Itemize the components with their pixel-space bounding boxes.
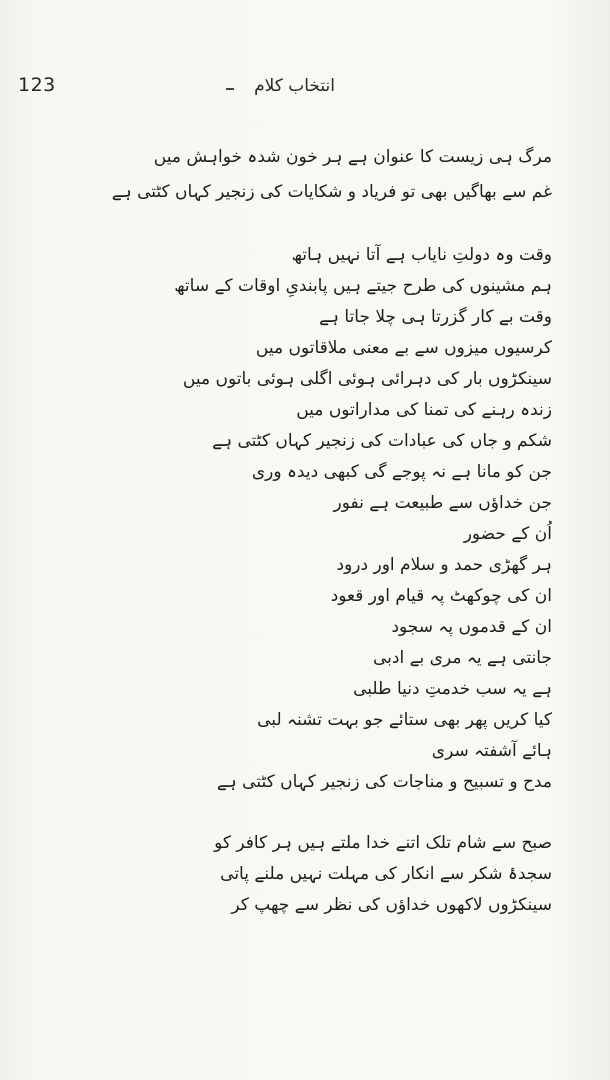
stanza-break (72, 798, 552, 828)
poem-line: سجدۂ شکر سے انکار کی مہلت نہیں ملنے پاتی (220, 864, 552, 884)
poem-line: ہائے آشفتہ سری (431, 741, 552, 761)
poem-line: صبح سے شام تلک اتنے خدا ملتے ہیں ہر کافر کو (214, 833, 552, 853)
poem-line: مدح و تسبیح و مناجات کی زنجیر کہاں کٹتی ہے (216, 772, 552, 792)
poem-line: وقت وہ دولتِ نایاب ہے آتا نہیں ہاتھ (291, 245, 552, 265)
poem-line: کیا کریں پھر بھی ستائے جو بہت تشنہ لبی (257, 710, 552, 730)
poem-line: ان کے قدموں پہ سجود (391, 617, 552, 637)
running-title: انتخاب کلام (254, 76, 335, 96)
poem-line: کرسیوں میزوں سے بے معنی ملاقاتوں میں (255, 338, 552, 358)
title-ornament (226, 88, 234, 90)
stanza-2 (72, 240, 552, 798)
poem-line: ہر گھڑی حمد و سلام اور درود (336, 555, 552, 575)
poem-line: ان کی چوکھٹ پہ قیام اور قعود (330, 586, 552, 606)
stanza-3 (72, 828, 552, 921)
poem-line: سینکڑوں لاکھوں خداؤں کی نظر سے چھپ کر (231, 895, 552, 915)
poem-line: سینکڑوں بار کی دہرائی ہوئی اگلی ہوئی باتوں میں (182, 369, 552, 389)
page-number: 123 (18, 74, 56, 96)
poem-line: مرگ ہی زیست کا عنوان ہے ہر خون شدہ خواہش میں (153, 147, 552, 167)
stanza-1 (72, 140, 552, 210)
stanza-break (72, 210, 552, 240)
poem-line: جن کو مانا ہے نہ پوجے گی کبھی دیدہ وری (251, 462, 552, 482)
poem-line: زندہ رہنے کی تمنا کی مداراتوں میں (296, 400, 552, 420)
poem-line: غم سے بھاگیں بھی تو فریاد و شکایات کی زنجیر کہاں کٹتی ہے (111, 182, 552, 202)
poem-line: شکم و جاں کی عبادات کی زنجیر کہاں کٹتی ہے (212, 431, 552, 451)
poem-line: جن خداؤں سے طبیعت ہے نفور (333, 493, 552, 513)
poem-line: وقت بے کار گزرتا ہی چلا جاتا ہے (319, 307, 552, 327)
poem-line: ہم مشینوں کی طرح جیتے ہیں پابندیِ اوقات کے ساتھ (174, 276, 552, 296)
poem-line: اُن کے حضور (463, 524, 552, 544)
poem-line: جانتی ہے یہ مری بے ادبی (372, 648, 552, 668)
poem-line: ہے یہ سب خدمتِ دنیا طلبی (353, 679, 552, 699)
poem-body (72, 140, 552, 921)
